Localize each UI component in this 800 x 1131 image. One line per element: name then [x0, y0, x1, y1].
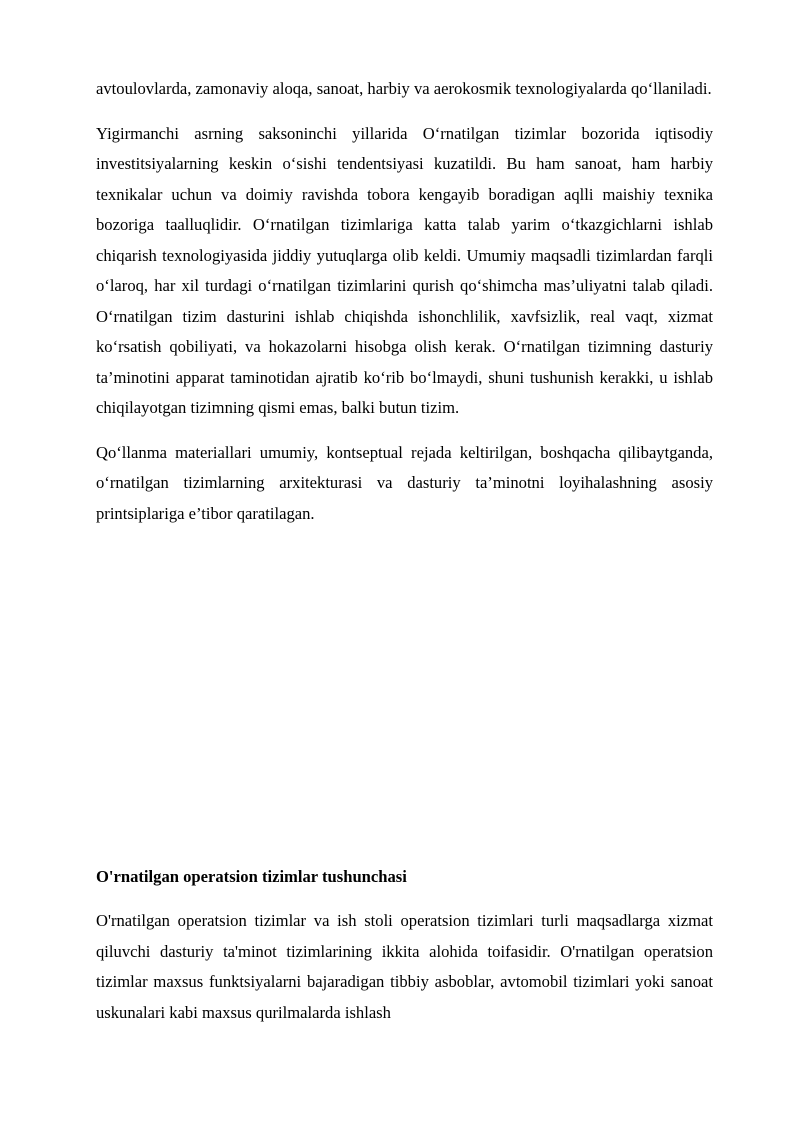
paragraph-continuation: avtoulovlarda, zamonaviy aloqa, sanoat, harbiy va aerokosmik texnologiyalarda qo‘llaniladi. — [96, 79, 712, 98]
section-body — [96, 906, 713, 1028]
paragraph-embedded-os: O'rnatilgan operatsion tizimlar va ish stoli operatsion tizimlari turli maqsadlarga xizmat qiluvchi dasturiy ta'minot tizimlarining ikkita alohida toifasidir. O'rnatilgan operatsion tizimlar maxsus funktsiyalarni bajaradigan tibbiy asboblar, avtomobil tizimlari yoki sanoat uskunalari kabi maxsus qurilmalarda ishlash — [96, 911, 713, 1022]
paragraph-economic-trends: Yigirmanchi asrning saksoninchi yillarida O‘rnatilgan tizimlar bozorida iqtisodiy investitsiyalarning keskin o‘sishi tendentsiyasi kuzatildi. Bu ham sanoat, ham harbiy texnikalar uchun va doimiy ravishda tobora kengayib boradigan aqlli maishiy texnika bozoriga taalluqlidir. O‘rnatilgan tizimlariga katta talab yarim o‘tkazgichlarni ishlab chiqarish texnologiyasida jiddiy yutuqlarga olib keldi. Umumiy maqsadli tizimlardan farqli o‘laroq, har xil turdagi o‘rnatilgan tizimlarini qurish qo‘shimcha mas’uliyatni talab qiladi. O‘rnatilgan tizim dasturini ishlab chiqishda ishonchlilik, xavfsizlik, real vaqt, xizmat ko‘rsatish qobiliyati, va hokazolarni hisobga olish kerak. O‘rnatilgan tizimning dasturiy ta’minotini apparat taminotidan ajratib ko‘rib bo‘lmaydi, shuni tushunish kerakki, u ishlab chiqilayotgan tizimning qismi emas, balki butun tizim. — [96, 123, 713, 417]
section-heading: O'rnatilgan operatsion tizimlar tushunchasi — [96, 867, 407, 886]
paragraph-guide-materials: Qo‘llanma materiallari umumiy, kontseptual rejada keltirilgan, boshqacha qilibaytganda, o‘rnatilgan tizimlarning arxitekturasi va dasturiy ta’minotni loyihalashning asosiy printsiplariga e’tibor qaratilagan. — [96, 442, 713, 523]
document-body — [96, 74, 713, 529]
